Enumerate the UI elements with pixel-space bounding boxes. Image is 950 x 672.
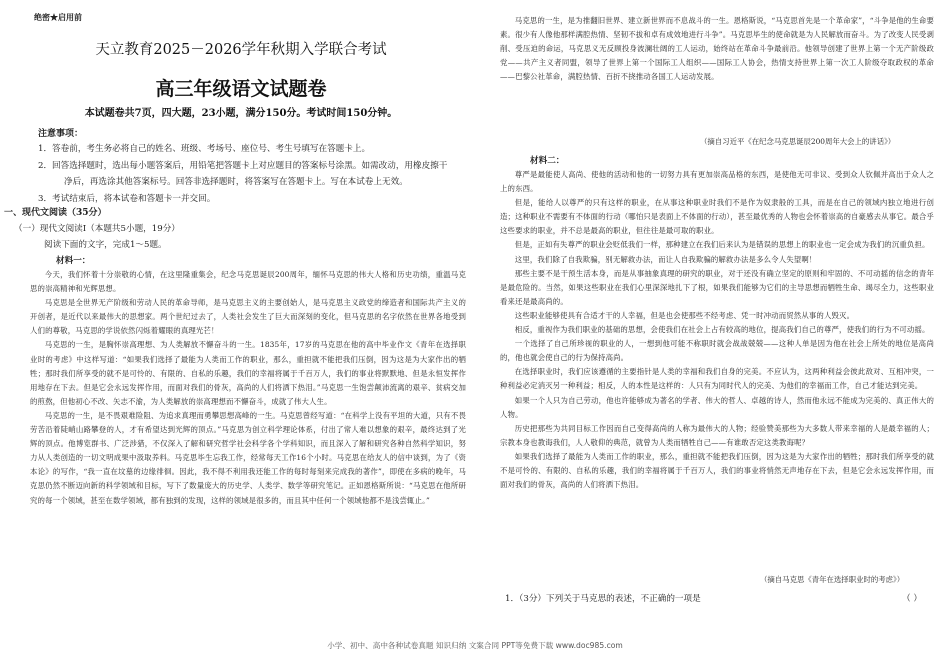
citation: （摘自马克思《青年在选择职业时的考虑》）	[760, 575, 905, 584]
notes-list	[38, 141, 458, 207]
reading-instruction: 阅读下面的文字，完成1～5题。	[44, 240, 167, 250]
answer-blank[interactable]: （ ）	[902, 594, 922, 604]
paragraph: 但是，能给人以尊严的只有这样的职业，在从事这种职业时我们不是作为奴隶般的工具，而是在自己的领域内独立地进行创造；这种职业不需要有不体面的行动（哪怕只是表面上不体面的行动），甚至最优秀的人物也会怀着崇高的自豪感去从事它。最合乎这些要求的职业，并不总是最高的职业，但往往是最可取的职业。	[500, 198, 934, 236]
paragraph: 那些主要不是干预生活本身，而是从事抽象真理的研究的职业，对于还没有确立坚定的原则和牢固的、不可动摇的信念的青年是最危险的。当然，如果这些职业在我们心里深深地扎下了根，如果我们能够为它们的主导思想而牺牲生命、竭尽全力，这些职业看来还是最高尚的。	[500, 268, 934, 306]
paragraph: 马克思的一生，是为推翻旧世界、建立新世界而不息战斗的一生。恩格斯说，“马克思首先是一个革命家”，“斗争是他的生命要素。很少有人像他那样满腔热情、坚韧不拔和卓有成效地进行斗争”。马克思毕生的使命就是为人民解放而奋斗。为了改变人民受剥削、受压迫的命运，马克思义无反顾投身波澜壮阔的工人运动，始终站在革命斗争最前沿。他领导创建了世界上第一个无产阶级政党——共产主义者同盟，领导了世界上第一个国际工人组织——国际工人协会，热情支持世界上第一次工人阶级夺取政权的革命——巴黎公社革命，满腔热情、百折不挠推动各国工人运动发展。	[500, 16, 934, 82]
subsection-title: （一）现代文阅读Ⅰ（本题共5小题，19分）	[14, 224, 180, 234]
paragraph: 马克思的一生，是胸怀崇高理想、为人类解放不懈奋斗的一生。1835年，17岁的马克思在他的高中毕业作文《青年在选择职业时的考虑》中这样写道：“如果我们选择了最能为人类而工作的职业，那么，重担就不能把我们压倒，因为这是为大家作出的牺牲；那时我们所享受的就不是可怜的、有限的、自私的乐趣，我们的幸福将属于千百万人，我们的事业将默默地、但是永恒发挥作用地存在下去。但是它会永远发挥作用，而面对我们的骨灰，高尚的人们将洒下热泪。”马克思一生饱尝颠沛流离的艰辛、贫病交加的煎熬，但他初心不改、矢志不渝，为人类解放的崇高理想而不懈奋斗，成就了伟大人生。	[30, 340, 466, 406]
material-two-label: 材料二：	[530, 156, 565, 166]
paragraph: 这里，我们除了自我欺骗，别无解救办法，而让人自我欺骗的解救办法是多么令人失望啊！	[514, 254, 817, 264]
paragraph: 历史把那些为共同目标工作因而自己变得高尚的人称为最伟大的人物；经验赞美那些为大多数人带来幸福的人是最幸福的人；宗教本身也教诲我们，人人敬仰的典范，就曾为人类而牺牲自己——有谁敢否定这类教诲呢？	[500, 423, 934, 447]
material-one-continued	[500, 14, 934, 84]
page-footer: 小学、初中、高中各种试卷真题 知识归纳 文案合同 PPT等免费下载 www.doc985.com	[327, 641, 623, 650]
paragraph: 在选择职业时，我们应该遵循的主要指针是人类的幸福和我们自身的完美。不应认为，这两种利益会彼此敌对、互相冲突，一种利益必定消灭另一种利益；相反，人的本性是这样的：人只有为同时代人的完美、为他们的幸福而工作，自己才能达到完美。	[500, 367, 934, 391]
material-one-text	[30, 268, 466, 508]
paragraph: 马克思是全世界无产阶级和劳动人民的革命导师，是马克思主义的主要创始人，是马克思主义政党的缔造者和国际共产主义的开创者，是近代以来最伟大的思想家。两个世纪过去了，人类社会发生了巨大而深刻的变化，但马克思的名字依然在世界各地受到人们的尊敬，马克思的学说依然闪烁着耀眼的真理光芒！	[30, 298, 466, 336]
paper-title: 高三年级语文试题卷	[155, 78, 327, 100]
paragraph: 尊严是最能使人高尚、使他的活动和他的一切努力具有更加崇高品格的东西，是使他无可非议、受到众人钦佩并高出于众人之上的东西。	[500, 170, 934, 194]
section-title: 一、现代文阅读（35分）	[4, 208, 107, 218]
note-item: 2．回答选择题时，选出每小题答案后，用铅笔把答题卡上对应题目的答案标号涂黑。如需改动，用橡皮擦干	[38, 160, 448, 171]
paragraph: 一个选择了自己所珍视的职业的人，一想到他可能不称职时就会战战兢兢——这种人单是因为他在社会上所处的地位是高尚的，他也就会使自己的行为保持高尚。	[500, 339, 934, 363]
note-item: 3．考试结束后，将本试卷和答题卡一并交回。	[38, 193, 216, 204]
note-item: 净后，再选涂其他答案标号。回答非选择题时，将答案写在答题卡上。写在本试卷上无效。	[64, 177, 408, 187]
paragraph: 这些职业能够使具有合适才干的人幸福，但是也会使那些不经考虑、凭一时冲动而贸然从事的人毁灭。	[514, 310, 855, 320]
exam-title: 天立教育2025－2026学年秋期入学联合考试	[95, 42, 387, 58]
material-two-text	[500, 168, 934, 492]
note-item: 1．答卷前，考生务必将自己的姓名、班级、考场号、座位号、考生号填写在答题卡上。	[38, 144, 371, 154]
material-one-label: 材料一：	[56, 256, 91, 266]
exam-info: 本试题卷共7页，四大题，23小题，满分150分。考试时间150分钟。	[84, 108, 398, 119]
secret-mark: 绝密★启用前	[34, 12, 82, 22]
paragraph: 马克思的一生，是不畏艰难险阻、为追求真理而勇攀思想高峰的一生。马克思曾经写道：“在科学上没有平坦的大道，只有不畏劳苦沿着陡峭山路攀登的人，才有希望达到光辉的顶点。”马克思为创立科学理论体系，付出了常人难以想象的艰辛，最终达到了光辉的顶点。他博览群书、广泛涉猎，不仅深入了解和研究哲学社会科学各个学科知识，而且深入了解和研究各种自然科学知识，努力从人类创造的一切文明成果中汲取养料。马克思毕生忘我工作，经常每天工作16个小时。马克思在给友人的信中谈到，为了《资本论》的写作，“我一直在坟墓的边缘徘徊。因此，我不得不利用我还能工作的每时每刻来完成我的著作”，即使在多病的晚年，马克思仍然不断迈向新的科学领域和目标，写下了数量庞大的历史学、人类学、数学等研究笔记。正如恩格斯所说：“马克思在他所研究的每一个领域，甚至在数学领域，都有独到的发现，这样的领域是很多的，而且其中任何一个领域他都不是浅尝辄止。”	[30, 410, 466, 505]
citation: （摘自习近平《在纪念马克思诞辰200周年大会上的讲话》）	[700, 137, 896, 146]
paragraph: 相反，重视作为我们职业的基础的思想，会使我们在社会上占有较高的地位，提高我们自己的尊严，使我们的行为不可动摇。	[514, 325, 930, 335]
paragraph: 如果一个人只为自己劳动，他也许能够成为著名的学者、伟大的哲人、卓越的诗人，然而他永远不能成为完美的、真正伟大的人物。	[500, 395, 934, 419]
notes-heading: 注意事项：	[38, 129, 84, 139]
paragraph: 今天，我们怀着十分崇敬的心情，在这里隆重集会，纪念马克思诞辰200周年，缅怀马克思的伟大人格和历史功绩，重温马克思的崇高精神和光辉思想。	[30, 270, 466, 294]
paragraph: 如果我们选择了最能为人类而工作的职业，那么，重担就不能把我们压倒，因为这是为大家作出的牺牲；那时我们所享受的就不是可怜的、有限的、自私的乐趣，我们的幸福将属于千百万人，我们的事业将悄然无声地存在下去，但是它会永远发挥作用，而面对我们的骨灰，高尚的人们将洒下热泪。	[500, 451, 934, 490]
paragraph: 但是，正如有失尊严的职业会贬低我们一样，那种建立在我们后来认为是错误的思想上的职业也一定会成为我们的沉重负担。	[514, 240, 930, 250]
question-1: 1．（3分）下列关于马克思的表述，不正确的一项是	[505, 594, 701, 604]
